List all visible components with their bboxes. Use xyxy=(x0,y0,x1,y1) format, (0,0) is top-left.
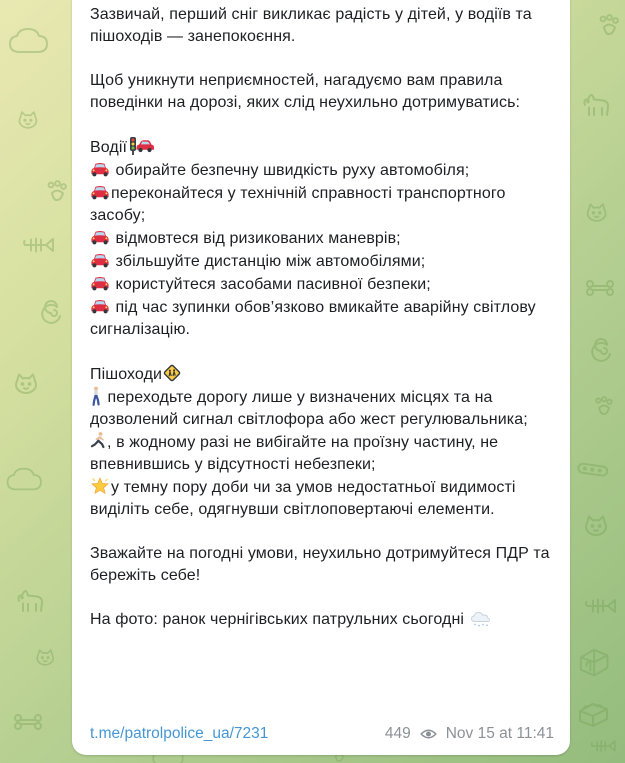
red-car-front-icon xyxy=(90,273,110,293)
pedestrian-rule-item xyxy=(90,431,554,476)
paragraph-intro-1: Зазвичай, перший сніг викликає радість у дітей, у водіїв та пішоходів — занепокоєння. xyxy=(90,6,532,45)
pedestrian-rule-text: у темну пору доби чи за умов недостатньої видимості виділіть себе, одягнувши світлоповертаючі елементи. xyxy=(90,479,516,518)
driver-rule-item xyxy=(90,182,554,227)
eye-icon xyxy=(420,728,437,740)
views-count: 449 xyxy=(384,725,411,742)
message-bubble xyxy=(72,0,570,755)
drivers-header xyxy=(90,136,554,159)
driver-rule-item xyxy=(90,227,554,250)
red-car-side-icon xyxy=(135,136,155,156)
red-car-front-icon xyxy=(90,159,110,179)
driver-rule-text: під час зупинки обов’язково вмикайте аварійну світлову сигналізацію. xyxy=(90,299,536,338)
paragraph-intro-2: Щоб уникнути неприємностей, нагадуємо вам правила поведінки на дорозі, яких слід неухильно дотримуватись: xyxy=(90,72,521,111)
post-footer xyxy=(90,724,554,744)
message-text xyxy=(72,0,570,631)
pedestrian-rule-item xyxy=(90,476,554,521)
driver-rule-text: відмовтеся від ризикованих маневрів; xyxy=(111,230,401,247)
driver-rule-item xyxy=(90,273,554,296)
pedestrian-rule-text: переходьте дорогу лише у визначених місцях та на дозволений сигнал світлофора або жест регулювальника; xyxy=(90,389,528,428)
driver-rule-text: збільшуйте дистанцію між автомобілями; xyxy=(111,253,426,270)
post-meta xyxy=(385,724,554,744)
post-date: Nov 15 at 11:41 xyxy=(445,725,554,742)
drivers-section xyxy=(90,136,554,341)
drivers-header-label: Водії xyxy=(90,139,128,156)
snow-cloud-icon xyxy=(469,609,491,629)
red-car-front-icon xyxy=(90,296,110,316)
driver-rule-text: переконайтеся у технічній справності транспортного засобу; xyxy=(90,185,506,224)
red-car-front-icon xyxy=(90,250,110,270)
pedestrians-header-label: Пішоходи xyxy=(90,366,163,383)
glowing-star-icon xyxy=(90,476,110,496)
children-crossing-sign-icon xyxy=(162,363,182,383)
person-running-icon xyxy=(90,431,106,451)
paragraph-outro: Зважайте на погодні умови, неухильно дотримуйтеся ПДР та бережіть себе! xyxy=(90,545,550,584)
pedestrian-rule-text: , в жодному разі не вибігайте на проїзну частину, не впевнившись у відсутності небезпеки; xyxy=(90,434,499,473)
driver-rule-text: користуйтеся засобами пасивної безпеки; xyxy=(111,276,431,293)
photo-caption xyxy=(90,609,554,631)
driver-rule-item xyxy=(90,250,554,273)
driver-rule-text: обирайте безпечну швидкість руху автомобіля; xyxy=(111,162,470,179)
red-car-front-icon xyxy=(90,182,110,202)
driver-rule-item xyxy=(90,296,554,341)
red-car-front-icon xyxy=(90,227,110,247)
photo-caption-text: На фото: ранок чернігівських патрульних сьогодні xyxy=(90,611,465,628)
driver-rule-item xyxy=(90,159,554,182)
post-link[interactable]: t.me/patrolpolice_ua/7231 xyxy=(90,725,269,742)
pedestrians-section xyxy=(90,363,554,521)
pedestrians-header xyxy=(90,363,554,386)
person-walking-icon xyxy=(90,386,102,406)
pedestrian-rule-item xyxy=(90,386,554,431)
